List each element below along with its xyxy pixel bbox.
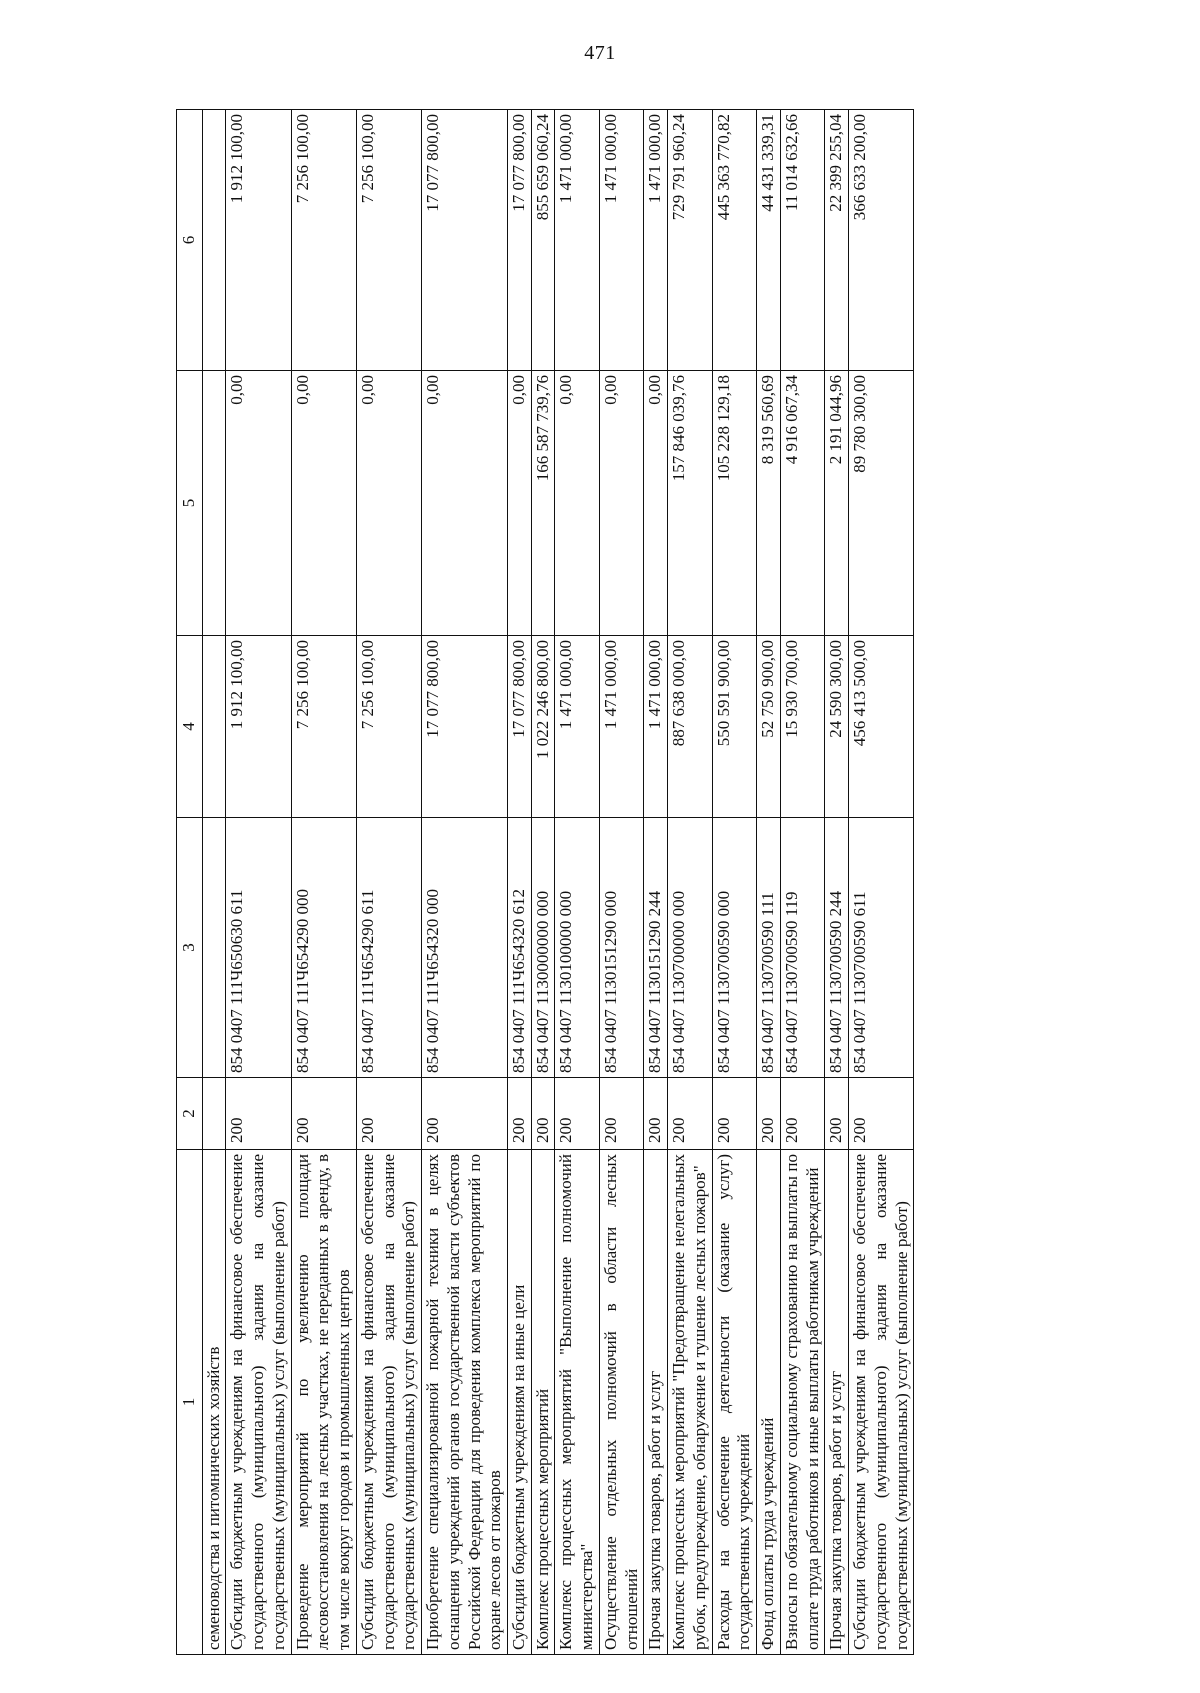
row-executed: 0,00 [599,371,643,636]
row-approved: 17 077 800,00 [422,636,508,818]
table-row [508,110,532,1655]
row-executed: 4 916 067,34 [780,371,824,636]
header-col-5: 5 [177,371,203,636]
row-description: Субсидии бюджетным учреждениям на финансовое обеспечение государственного (муниципального) задания на оказание государственных (муниципальных) услуг (выполнение работ) [226,1150,291,1655]
row-remaining: 44 431 339,31 [757,110,781,371]
row-remaining: 1 471 000,00 [644,110,668,371]
row-executed: 2 191 044,96 [825,371,849,636]
row-description: Осуществление отдельных полномочий в области лесных отношений [599,1150,643,1655]
row-description: Расходы на обеспечение деятельности (оказание услуг) государственных учреждений [712,1150,756,1655]
row-approved: 52 750 900,00 [757,636,781,818]
row-remaining: 11 014 632,66 [780,110,824,371]
row-description: Взносы по обязательному социальному страхованию на выплаты по оплате труда работников и иные выплаты работникам учреждений [780,1150,824,1655]
header-row [177,110,203,1655]
row-classification: 854 0407 111Ч654320 612 [508,818,532,1078]
row-classification: 854 0407 111Ч654320 000 [422,818,508,1078]
row-remaining: 1 471 000,00 [555,110,599,371]
row-remaining: 17 077 800,00 [422,110,508,371]
row-description: Субсидии бюджетным учреждениям на иные цели [508,1150,532,1655]
row-code: 200 [780,1078,824,1150]
row-description: Комплекс процессных мероприятий "Выполнение полномочий министерства" [555,1150,599,1655]
table-area [176,110,1106,1655]
header-col-4: 4 [177,636,203,818]
row-classification: 854 0407 1130151290 244 [644,818,668,1078]
table-row [291,110,356,1655]
row-classification: 854 0407 111Ч654290 000 [291,818,356,1078]
row-description: Проведение мероприятий по увеличению площади лесовосстановления на лесных участках, не переданных в аренду, в том числе вокруг городов и промышленных центров [291,1150,356,1655]
row-code: 200 [356,1078,421,1150]
header-col-1: 1 [177,1150,203,1655]
row-classification: 854 0407 1130151290 000 [599,818,643,1078]
row-remaining: 855 659 060,24 [531,110,555,371]
row-executed: 89 780 300,00 [849,371,914,636]
row-approved: 456 413 500,00 [849,636,914,818]
row-code: 200 [291,1078,356,1150]
row-approved: 550 591 900,00 [712,636,756,818]
row-remaining: 17 077 800,00 [508,110,532,371]
continuation-row [202,110,226,1655]
row-approved: 1 471 000,00 [599,636,643,818]
row-description: Комплекс процессных мероприятий [531,1150,555,1655]
row-remaining: 366 633 200,00 [849,110,914,371]
empty-cell [202,371,226,636]
row-description: Прочая закупка товаров, работ и услуг [644,1150,668,1655]
row-executed: 0,00 [555,371,599,636]
row-classification: 854 0407 1130700590 611 [849,818,914,1078]
table-row [825,110,849,1655]
row-remaining: 445 363 770,82 [712,110,756,371]
table-row [599,110,643,1655]
row-executed: 0,00 [644,371,668,636]
row-executed: 0,00 [226,371,291,636]
row-description: Субсидии бюджетным учреждениям на финансовое обеспечение государственного (муниципального) задания на оказание государственных (муниципальных) услуг (выполнение работ) [356,1150,421,1655]
table-row [668,110,712,1655]
row-code: 200 [825,1078,849,1150]
header-col-2: 2 [177,1078,203,1150]
empty-cell [202,818,226,1078]
row-code: 200 [644,1078,668,1150]
row-code: 200 [422,1078,508,1150]
row-code: 200 [508,1078,532,1150]
row-approved: 887 638 000,00 [668,636,712,818]
table-row [531,110,555,1655]
row-remaining: 7 256 100,00 [356,110,421,371]
page-number: 471 [584,42,616,64]
row-approved: 7 256 100,00 [356,636,421,818]
row-remaining: 729 791 960,24 [668,110,712,371]
row-code: 200 [757,1078,781,1150]
row-approved: 7 256 100,00 [291,636,356,818]
empty-cell [202,1078,226,1150]
row-description: Приобретение специализированной пожарной техники в целях оснащения учреждений органов государственной власти субъектов Российской Федерации для проведения комплекса мероприятий по охране лесов от пожаров [422,1150,508,1655]
row-approved: 24 590 300,00 [825,636,849,818]
empty-cell [202,110,226,371]
row-classification: 854 0407 1130700590 111 [757,818,781,1078]
row-classification: 854 0407 1130700590 244 [825,818,849,1078]
row-remaining: 1 912 100,00 [226,110,291,371]
row-classification: 854 0407 1130000000 000 [531,818,555,1078]
row-code: 200 [531,1078,555,1150]
row-classification: 854 0407 111Ч650630 611 [226,818,291,1078]
row-code: 200 [226,1078,291,1150]
table-row [757,110,781,1655]
row-description: Прочая закупка товаров, работ и услуг [825,1150,849,1655]
table-row [555,110,599,1655]
row-classification: 854 0407 111Ч654290 611 [356,818,421,1078]
header-col-3: 3 [177,818,203,1078]
row-description: Фонд оплаты труда учреждений [757,1150,781,1655]
row-approved: 15 930 700,00 [780,636,824,818]
row-approved: 17 077 800,00 [508,636,532,818]
row-remaining: 1 471 000,00 [599,110,643,371]
table-row [644,110,668,1655]
table-row [226,110,291,1655]
budget-table [176,109,914,1655]
empty-cell [202,636,226,818]
row-code: 200 [555,1078,599,1150]
row-executed: 105 228 129,18 [712,371,756,636]
row-classification: 854 0407 1130700590 000 [712,818,756,1078]
table-row [356,110,421,1655]
row-classification: 854 0407 1130100000 000 [555,818,599,1078]
row-executed: 0,00 [422,371,508,636]
row-executed: 0,00 [508,371,532,636]
row-executed: 8 319 560,69 [757,371,781,636]
rotated-table [176,110,1106,1655]
row-code: 200 [599,1078,643,1150]
row-remaining: 7 256 100,00 [291,110,356,371]
table-row [780,110,824,1655]
row-code: 200 [668,1078,712,1150]
row-classification: 854 0407 1130700000 000 [668,818,712,1078]
table-row [422,110,508,1655]
row-description: Субсидии бюджетным учреждениям на финансовое обеспечение государственного (муниципального) задания на оказание государственных (муниципальных) услуг (выполнение работ) [849,1150,914,1655]
row-approved: 1 471 000,00 [644,636,668,818]
row-approved: 1 912 100,00 [226,636,291,818]
table-row [849,110,914,1655]
header-col-6: 6 [177,110,203,371]
row-description: Комплекс процессных мероприятий "Предотвращение нелегальных рубок, предупреждение, обнаружение и тушение лесных пожаров" [668,1150,712,1655]
row-approved: 1 471 000,00 [555,636,599,818]
table-row [712,110,756,1655]
row-code: 200 [712,1078,756,1150]
row-remaining: 22 399 255,04 [825,110,849,371]
row-executed: 166 587 739,76 [531,371,555,636]
row-executed: 157 846 039,76 [668,371,712,636]
row-executed: 0,00 [291,371,356,636]
row-executed: 0,00 [356,371,421,636]
row-classification: 854 0407 1130700590 119 [780,818,824,1078]
row-approved: 1 022 246 800,00 [531,636,555,818]
row-code: 200 [849,1078,914,1150]
continuation-text: семеноводства и питомнических хозяйств [202,1150,226,1655]
